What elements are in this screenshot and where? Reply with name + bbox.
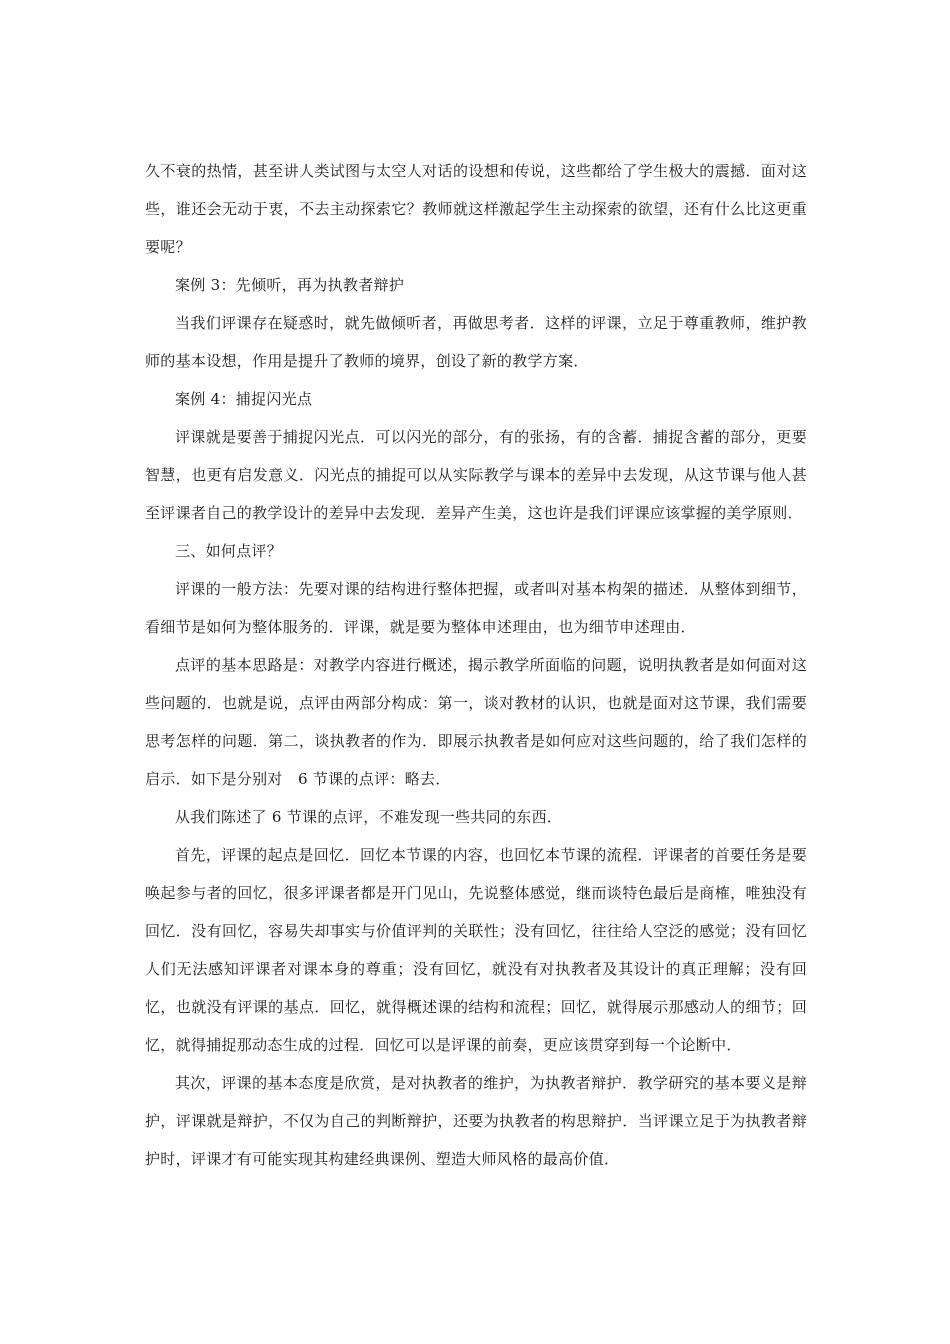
paragraph-case-4: 评课就是要善于捕捉闪光点．可以闪光的部分，有的张扬，有的含蓄．捕捉含蓄的部分，更要智慧，也更有启发意义．闪光点的捕捉可以从实际教学与课本的差异中去发现，从这节课与他人甚至评课者自己的教学设计的差异中去发现．差异产生美，这也许是我们评课应该掌握的美学原则． [145, 428, 807, 522]
section-3-heading: 三、如何点评？ [175, 542, 283, 560]
paragraph-general-method: 评课的一般方法：先要对课的结构进行整体把握，或者叫对基本构架的描述．从整体到细节，看细节是如何为整体服务的．评课，就是要为整体申述理由，也为细节申述理由． [145, 580, 807, 636]
paragraph-first-recall: 首先，评课的起点是回忆．回忆本节课的内容，也回忆本节课的流程．评课者的首要任务是要唤起参与者的回忆，很多评课者都是开门见山，先说整体感觉，继而谈特色最后是商榷，唯独没有回忆．没有回忆，容易失却事实与价值评判的关联性；没有回忆，往往给人空泛的感觉；没有回忆人们无法感知评课者对课本身的尊重；没有回忆，就没有对执教者及其设计的真正理解；没有回忆，也就没有评课的基点．回忆，就得概述课的结构和流程；回忆，就得展示那感动人的细节；回忆，就得捕捉那动态生成的过程．回忆可以是评课的前奏，更应该贯穿到每一个论断中． [145, 846, 807, 1054]
paragraph-case-3: 当我们评课存在疑惑时，就先做倾听者，再做思考者．这样的评课，立足于尊重教师，维护教师的基本设想，作用是提升了教师的境界，创设了新的教学方案． [145, 314, 807, 370]
paragraph-basic-approach: 点评的基本思路是：对教学内容进行概述，揭示教学所面临的问题，说明执教者是如何面对这些问题的．也就是说，点评由两部分构成：第一，谈对教材的认识，也就是面对这节课，我们需要思考怎样的问题．第二，谈执教者的作为．即展示执教者是如何应对这些问题的，给了我们怎样的启示．如下是分别对 6 节课的点评：略去． [145, 656, 807, 788]
case-3-heading: 案例 3：先倾听，再为执教者辩护 [175, 276, 405, 294]
paragraph-second-appreciation: 其次，评课的基本态度是欣赏，是对执教者的维护，为执教者辩护．教学研究的基本要义是辩护，评课就是辩护，不仅为自己的判断辩护，还要为执教者的构思辩护．当评课立足于为执教者辩护时，评课才有可能实现其构建经典课例、塑造大师风格的最高价值． [145, 1074, 807, 1168]
paragraph-common-points: 从我们陈述了 6 节课的点评，不难发现一些共同的东西． [175, 808, 563, 826]
paragraph-continued: 久不衰的热情，甚至讲人类试图与太空人对话的设想和传说，这些都给了学生极大的震撼．面对这些，谁还会无动于衷，不去主动探索它？教师就这样激起学生主动探索的欲望，还有什么比这更重要呢？ [145, 162, 807, 256]
document-body [145, 152, 807, 1178]
case-4-heading: 案例 4：捕捉闪光点 [175, 390, 313, 408]
